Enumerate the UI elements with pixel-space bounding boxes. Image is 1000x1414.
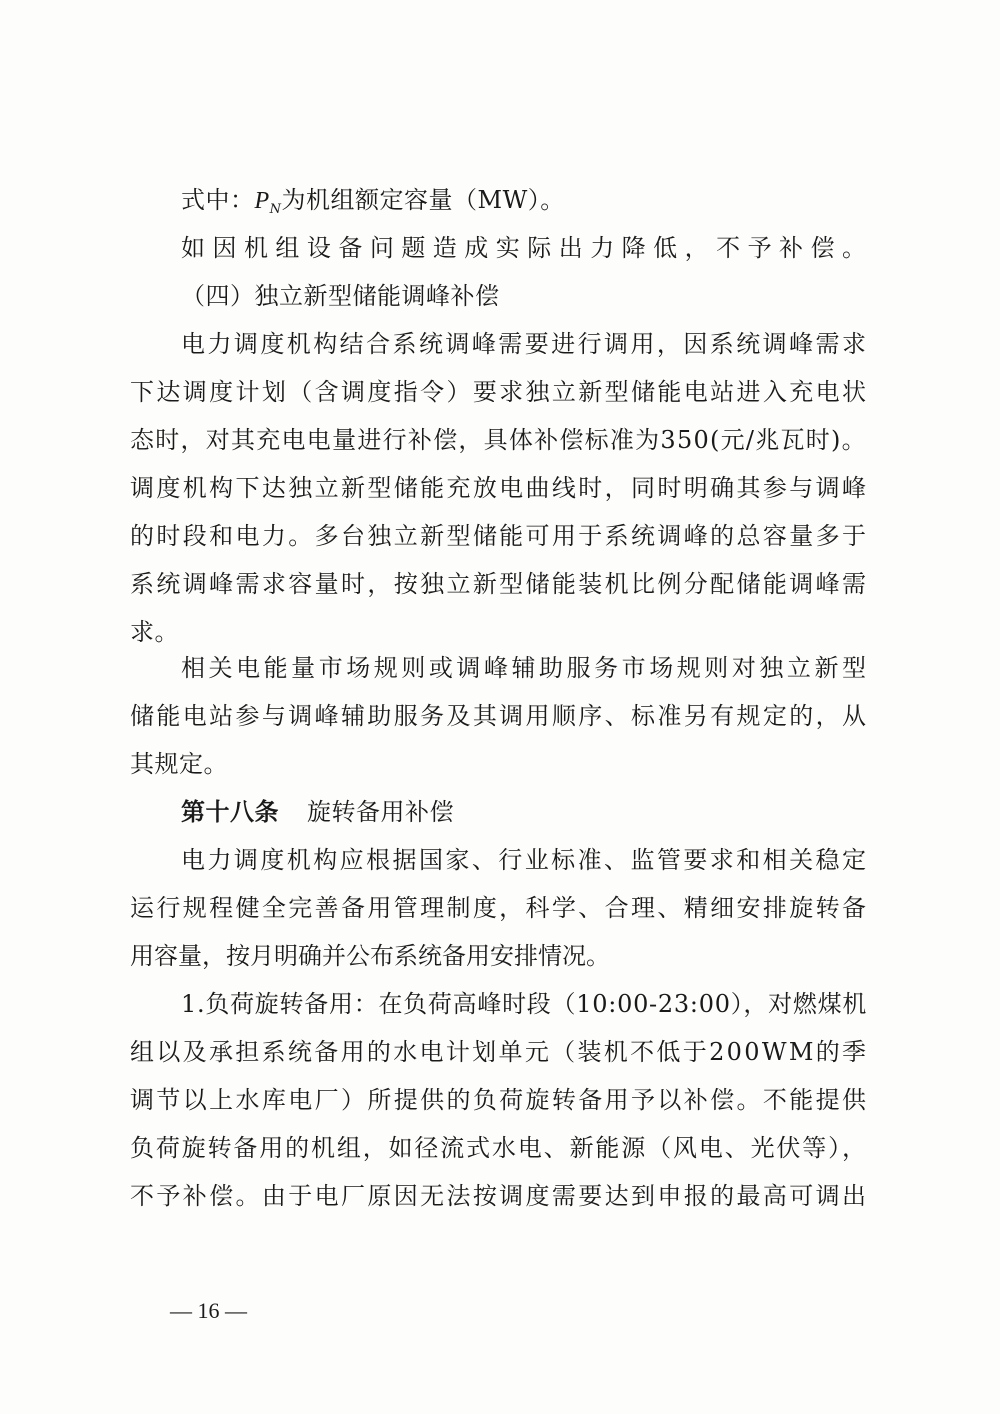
- formula-variable: P: [254, 188, 270, 214]
- article-title: 旋转备用补偿: [307, 798, 454, 826]
- text-line: 下达调度计划（含调度指令）要求独立新型储能电站进入充电状: [130, 378, 869, 406]
- article-number: 第十八条: [181, 798, 279, 826]
- text-line: 储能电站参与调峰辅助服务及其调用顺序、标准另有规定的，从: [130, 702, 869, 730]
- text-line: 负荷旋转备用的机组，如径流式水电、新能源（风电、光伏等），: [130, 1134, 868, 1162]
- section-4-title: （四）独立新型储能调峰补偿: [181, 282, 500, 310]
- text-line: 调度机构下达独立新型储能充放电曲线时，同时明确其参与调峰: [130, 474, 869, 502]
- text-line: 态时，对其充电电量进行补偿，具体补偿标准为350(元/兆瓦时)。: [130, 426, 867, 454]
- text-line: 组以及承担系统备用的水电计划单元（装机不低于200WM的季: [130, 1038, 869, 1066]
- text-line: 电力调度机构结合系统调峰需要进行调用，因系统调峰需求: [181, 330, 869, 358]
- formula-subscript: N: [269, 202, 282, 217]
- text-line: 不予补偿。由于电厂原因无法按调度需要达到申报的最高可调出: [130, 1182, 869, 1210]
- text-line: 1.负荷旋转备用：在负荷高峰时段（10:00-23:00），对燃煤机: [181, 990, 868, 1018]
- text-line: 运行规程健全完善备用管理制度，科学、合理、精细安排旋转备: [130, 894, 869, 922]
- text-line: 相关电能量市场规则或调峰辅助服务市场规则对独立新型: [181, 654, 870, 682]
- text-line: 用容量，按月明确并公布系统备用安排情况。: [130, 942, 610, 970]
- text-line: 求。: [130, 618, 179, 646]
- formula-prefix: 式中：: [181, 186, 255, 214]
- text-line: 调节以上水库电厂）所提供的负荷旋转备用予以补偿。不能提供: [130, 1086, 869, 1114]
- page-number: — 16 —: [170, 1298, 247, 1323]
- text-line: 电力调度机构应根据国家、行业标准、监管要求和相关稳定: [181, 846, 869, 874]
- text-line: 如因机组设备问题造成实际出力降低，不予补偿。: [181, 234, 874, 262]
- text-line: 系统调峰需求容量时，按独立新型储能装机比例分配储能调峰需: [130, 570, 869, 598]
- text-line: 其规定。: [130, 750, 228, 778]
- text-line: 的时段和电力。多台独立新型储能可用于系统调峰的总容量多于: [130, 522, 869, 550]
- formula-suffix: 为机组额定容量（MW）。: [281, 186, 565, 214]
